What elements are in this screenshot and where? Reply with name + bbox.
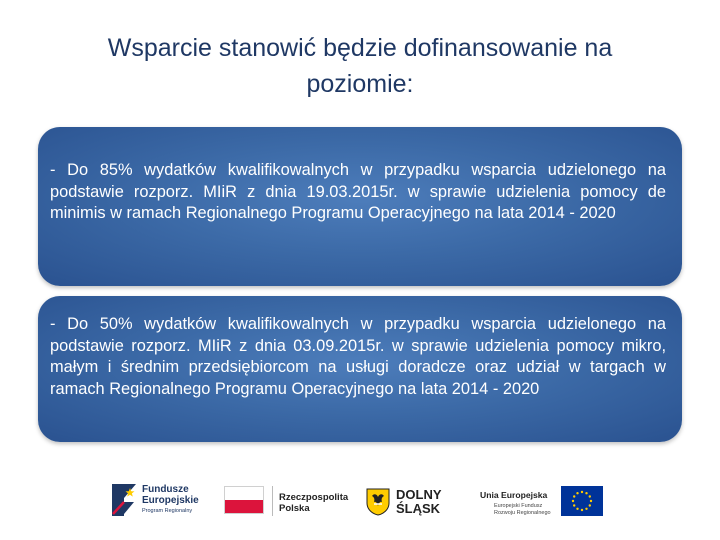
logo-divider [272, 486, 273, 516]
fundusze-line-3: Program Regionalny [142, 508, 193, 514]
slide-title-line-2: poziomie: [306, 70, 414, 98]
unia-line-2: Europejski Fundusz [494, 503, 543, 509]
dolny-slask-line-1: DOLNY [396, 487, 442, 502]
rzeczpospolita-polska-logo [224, 478, 350, 524]
content-box-85-percent [38, 127, 682, 286]
slide-title-line-1: Wsparcie stanowić będzie dofinansowanie na [107, 34, 613, 62]
fundusze-line-2: Europejskie [142, 495, 199, 506]
unia-line-3: Rozwoju Regionalnego [494, 510, 551, 516]
fundusze-line-1: Fundusze [142, 484, 189, 495]
unia-europejska-logo [478, 478, 608, 524]
slide-title [40, 30, 680, 102]
rzeczpospolita-line-2: Polska [279, 503, 310, 514]
polish-flag-icon [224, 486, 264, 514]
funding-logos-bar [0, 478, 720, 528]
content-box-50-percent [38, 296, 682, 442]
fundusze-europejskie-icon [110, 480, 140, 520]
content-box-text: - Do 85% wydatków kwalifikowalnych w przypadku wsparcia udzielonego na podstawie rozporz. MIiR z dnia 19.03.2015r. w sprawie udzielenia pomocy de minimis w ramach Regionalnego Programu Operacyjnego na lata 2014 - 2020 [50, 161, 666, 222]
rzeczpospolita-line-1: Rzeczpospolita [279, 492, 349, 503]
dolny-slask-line-2: ŚLĄSK [396, 501, 441, 516]
unia-line-1: Unia Europejska [480, 490, 548, 500]
dolny-slask-logo [366, 478, 460, 524]
content-box-text: - Do 50% wydatków kwalifikowalnych w przypadku wsparcia udzielonego na podstawie rozporz. MIiR z dnia 03.09.2015r. w sprawie udzielenia pomocy mikro, małym i średnim przedsiębiorcom na usługi doradcze oraz udział w targach w ramach Regionalnego Programu Operacyjnego na lata 2014 - 2020 [50, 315, 666, 398]
fundusze-europejskie-logo [110, 478, 206, 524]
lower-silesia-crest-icon [366, 488, 390, 516]
eu-flag-icon [561, 486, 603, 516]
